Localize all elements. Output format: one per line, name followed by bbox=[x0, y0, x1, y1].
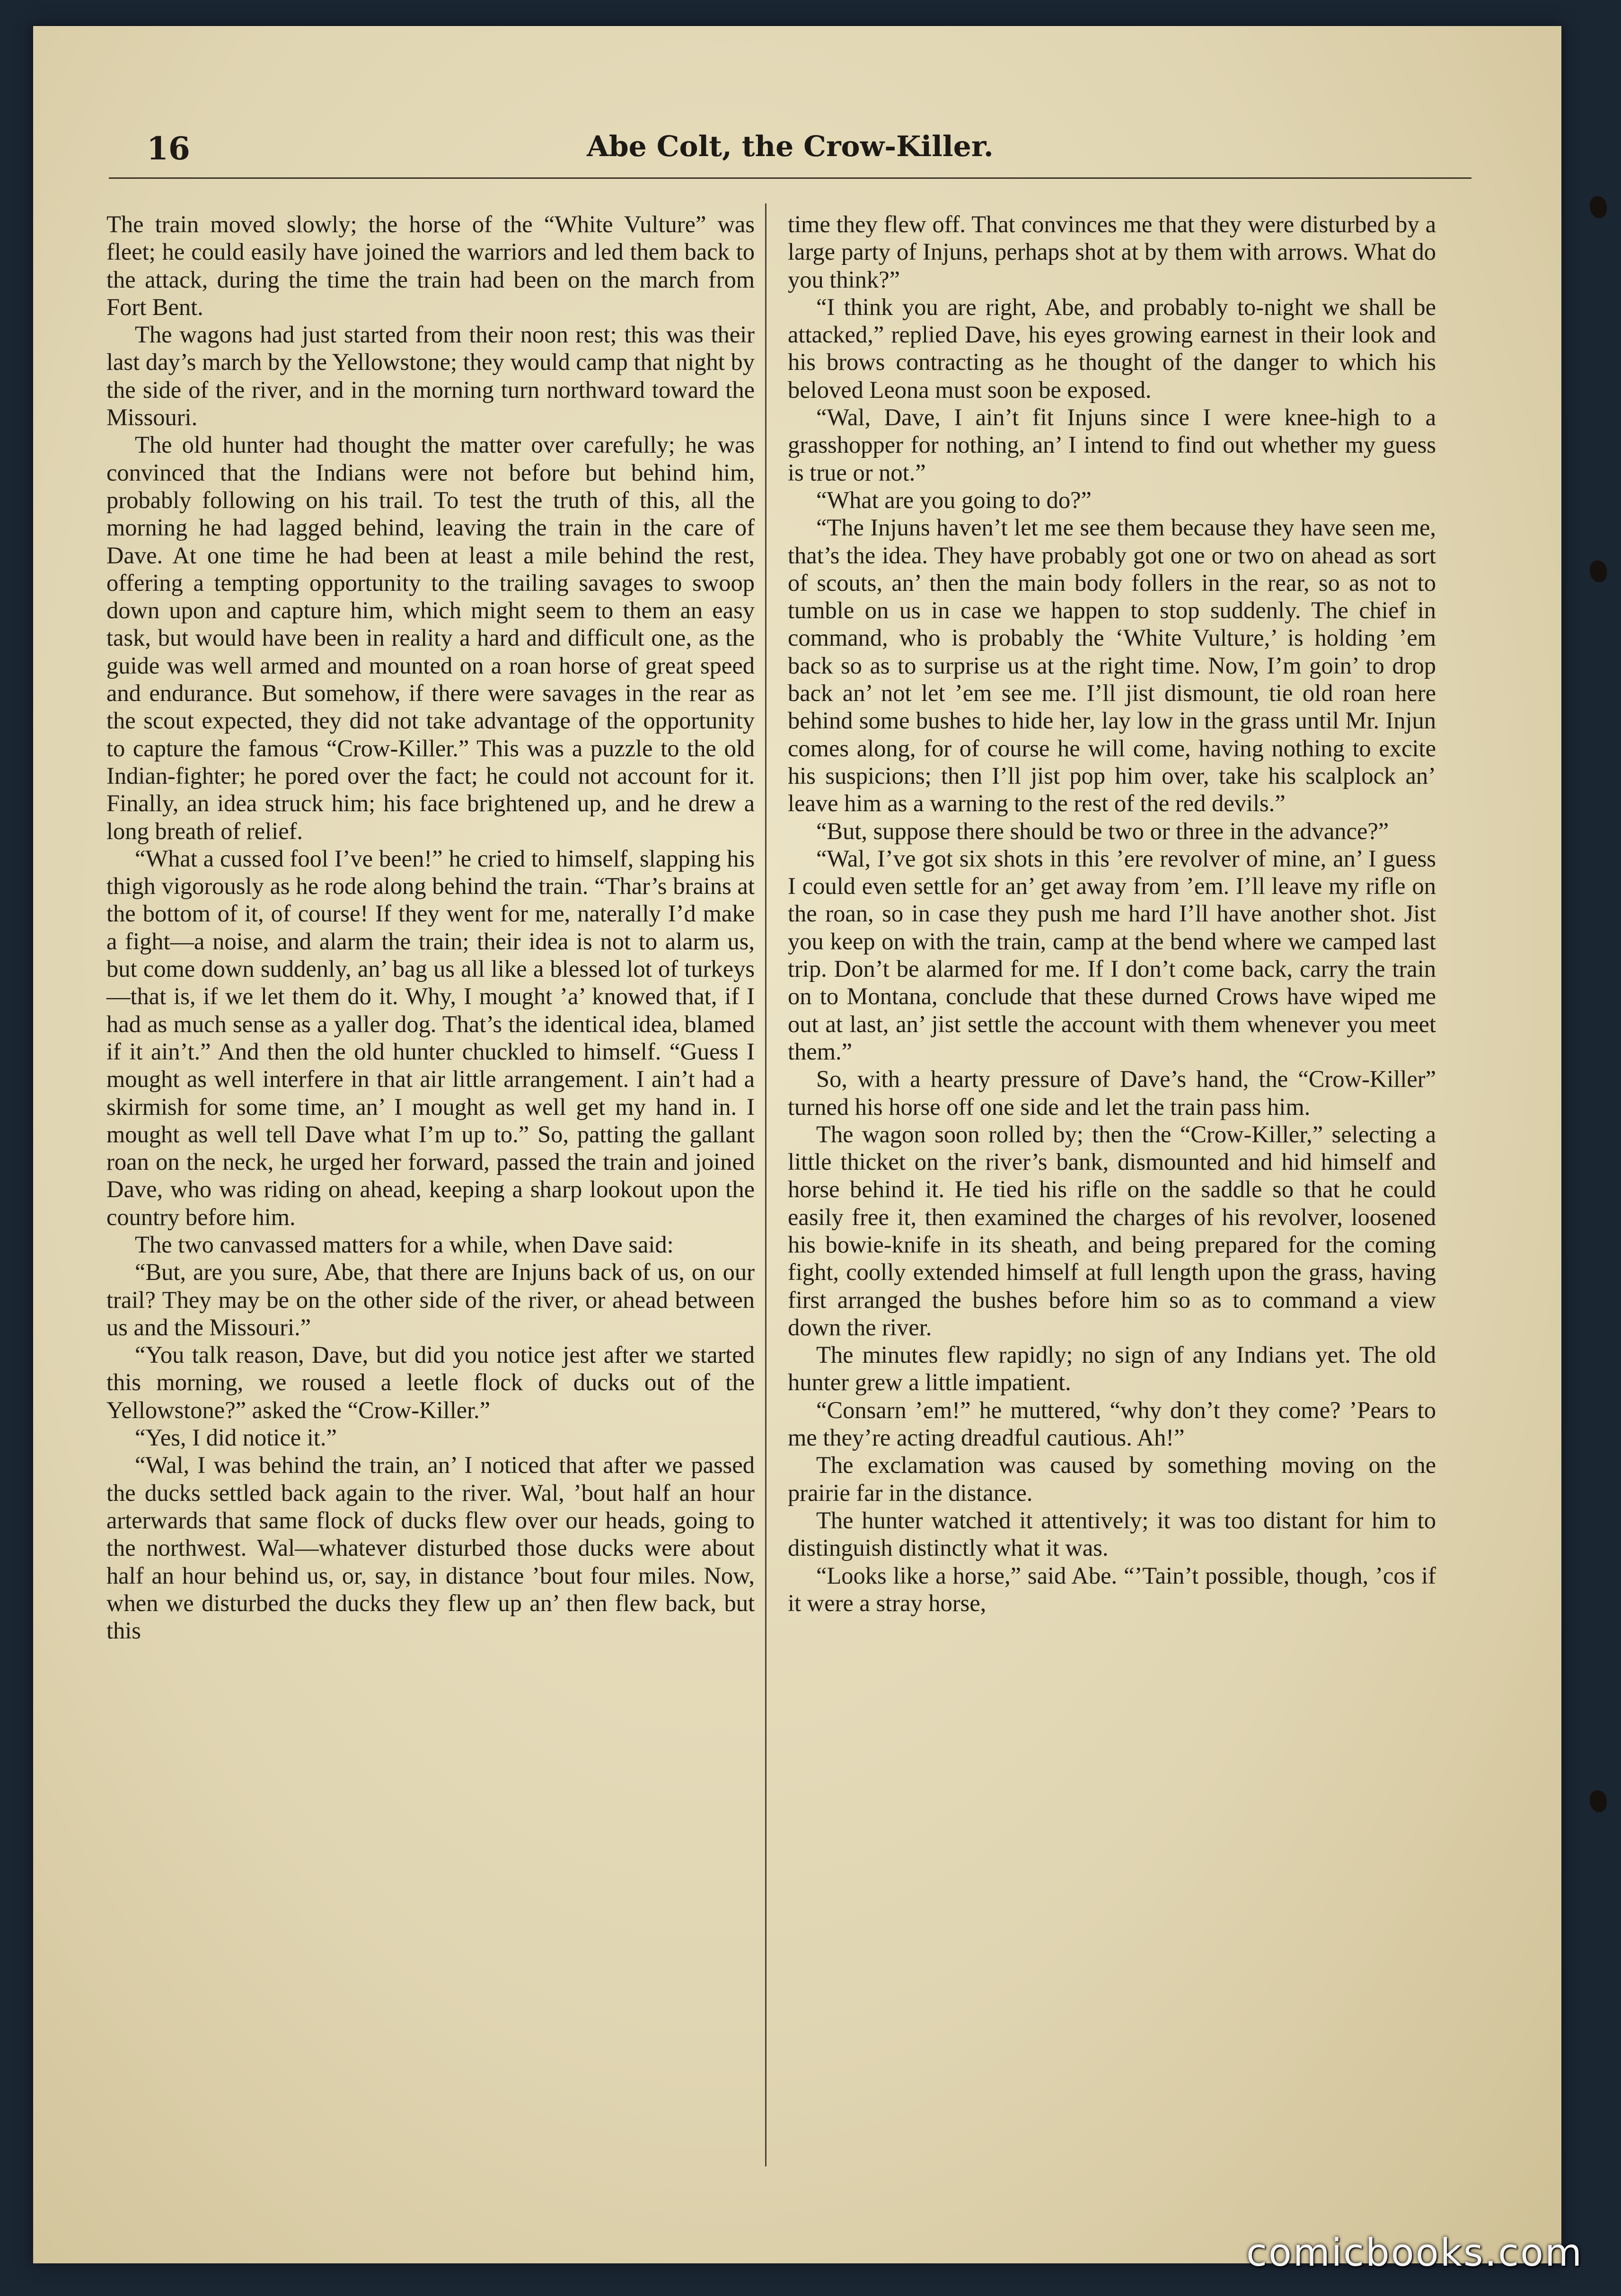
binding-hole bbox=[1590, 1790, 1607, 1812]
page-number: 16 bbox=[147, 130, 190, 167]
paragraph: “Wal, Dave, I ain’t fit Injuns since I were knee-high to a grasshopper for nothing, an’ I intend to find out whether my guess is true or not.” bbox=[788, 404, 1436, 486]
right-text-column bbox=[788, 210, 1436, 2150]
paragraph: “Wal, I was behind the train, an’ I noticed that after we passed the ducks settled back again to the river. Wal, ’bout half an hour arterwards that same flock of ducks flew over our heads, going to the northwest. Wal—whatever disturbed those ducks were about half an hour behind us, or, say, in distance ’bout four miles. Now, when we disturbed the ducks they flew up an’ then flew back, but this bbox=[106, 1452, 755, 1644]
paragraph: The wagons had just started from their noon rest; this was their last day’s march by the Yellowstone; they would camp that night by the side of the river, and in the morning turn northward toward the Missouri. bbox=[106, 321, 755, 431]
left-text-column bbox=[106, 210, 755, 2150]
watermark: comicbooks.com bbox=[1246, 2231, 1583, 2275]
paragraph: The two canvassed matters for a while, when Dave said: bbox=[135, 1231, 674, 1258]
paragraph: time they flew off. That convinces me that they were disturbed by a large party of Injuns, perhaps shot at by them with arrows. What do you think?” bbox=[788, 211, 1436, 293]
paragraph: The wagon soon rolled by; then the “Crow-Killer,” selecting a little thicket on the river’s bank, dismounted and hid himself and horse behind it. He tied his rifle on the saddle so that he could easily free it, then examined the charges of his revolver, loosened his bowie-knife in its sheath, and being prepared for the coming fight, coolly extended himself at full length upon the grass, having first arranged the bushes before him so as to command a view down the river. bbox=[788, 1121, 1436, 1341]
paragraph: “I think you are right, Abe, and probably to-night we shall be attacked,” replied Dave, his eyes growing earnest in their look and his brows contracting as he thought of the danger to which his beloved Leona must soon be exposed. bbox=[788, 293, 1436, 403]
binding-hole bbox=[1590, 196, 1607, 218]
paragraph: “What are you going to do?” bbox=[816, 486, 1092, 513]
paragraph: “You talk reason, Dave, but did you notice jest after we started this morning, we roused a leetle flock of ducks out of the Yellowstone?” asked the “Crow-Killer.” bbox=[106, 1341, 755, 1423]
paragraph: So, with a hearty pressure of Dave’s hand, the “Crow-Killer” turned his horse off one side and let the train pass him. bbox=[788, 1066, 1436, 1120]
running-title: Abe Colt, the Crow-Killer. bbox=[587, 130, 994, 163]
binding-hole bbox=[1590, 561, 1607, 582]
page-header bbox=[109, 125, 1471, 179]
paragraph: “Yes, I did notice it.” bbox=[135, 1424, 337, 1451]
paragraph: The old hunter had thought the matter over carefully; he was convinced that the Indians were not before but behind him, probably following on his trail. To test the truth of this, all the morning he had lagged behind, leaving the train in the care of Dave. At one time he had been at least a mile behind the rest, offering a tempting opportunity to the trailing savages to swoop down upon and capture him, which might seem to them an easy task, but would have been in reality a hard and difficult one, as the guide was well armed and mounted on a roan horse of great speed and endurance. But somehow, if there were savages in the rear as the scout expected, they did not take advantage of the opportunity to capture the famous “Crow-Killer.” This was a puzzle to the old Indian-fighter; he pored over the fact; he could not account for it. Finally, an idea struck him; his face brightened up, and he drew a long breath of relief. bbox=[106, 431, 755, 844]
paragraph: “The Injuns haven’t let me see them because they have seen me, that’s the idea. They have probably got one or two on ahead as sort of scouts, an’ then the main body follers in the rear, so as not to tumble on us in case we happen to stop suddenly. The chief in command, who is probably the ‘White Vulture,’ is holding ’em back so as to surprise us at the right time. Now, I’m goin’ to drop back an’ not let ’em see me. I’ll jist dismount, tie old roan here behind some bushes to hide her, lay low in the grass until Mr. Injun comes along, for of course he will come, having nothing to excite his suspicions; then I’ll jist pop him over, take his scalplock an’ leave him as a warning to the rest of the red devils.” bbox=[788, 514, 1436, 817]
column-divider bbox=[765, 203, 766, 2166]
paragraph: “Consarn ’em!” he muttered, “why don’t they come? ’Pears to me they’re acting dreadful cautious. Ah!” bbox=[788, 1396, 1436, 1451]
paragraph: “Wal, I’ve got six shots in this ’ere revolver of mine, an’ I guess I could even settle for an’ get away from ’em. I’ll leave my rifle on the roan, so in case they push me hard I’ll have another shot. Jist you keep on with the train, camp at the bend where we camped last trip. Don’t be alarmed for me. If I don’t come back, carry the train on to Montana, conclude that these durned Crows have wiped me out at last, an’ jist settle the account with them whenever you meet them.” bbox=[788, 845, 1436, 1065]
paragraph: The hunter watched it attentively; it was too distant for him to distinguish distinctly what it was. bbox=[788, 1507, 1436, 1561]
paragraph: “What a cussed fool I’ve been!” he cried to himself, slapping his thigh vigorously as he rode along behind the train. “Thar’s brains at the bottom of it, of course! If they went for me, naterally I’d make a fight—a noise, and alarm the train; their idea is not to alarm us, but come down suddenly, an’ bag us all like a blessed lot of turkeys—that is, if we let them do it. Why, I mought ’a’ knowed that, if I had as much sense as a yaller dog. That’s the identical idea, blamed if it ain’t.” And then the old hunter chuckled to himself. “Guess I mought as well interfere in that air little arrangement. I ain’t had a skirmish for some time, an’ I mought as well get my hand in. I mought as well tell Dave what I’m up to.” So, patting the gallant roan on the neck, he urged her forward, passed the train and joined Dave, who was riding on ahead, keeping a sharp lookout upon the country before him. bbox=[106, 845, 755, 1230]
paragraph: The exclamation was caused by something moving on the prairie far in the distance. bbox=[788, 1452, 1436, 1506]
paragraph: “But, are you sure, Abe, that there are Injuns back of us, on our trail? They may be on the other side of the river, or ahead between us and the Missouri.” bbox=[106, 1259, 755, 1341]
paragraph: The minutes flew rapidly; no sign of any Indians yet. The old hunter grew a little impatient. bbox=[788, 1341, 1436, 1396]
paragraph: “Looks like a horse,” said Abe. “’Tain’t possible, though, ’cos if it were a stray horse, bbox=[788, 1562, 1436, 1616]
paragraph: The train moved slowly; the horse of the “White Vulture” was fleet; he could easily have joined the warriors and led them back to the attack, during the time the train had been on the march from Fort Bent. bbox=[106, 211, 755, 320]
paragraph: “But, suppose there should be two or three in the advance?” bbox=[816, 817, 1389, 844]
